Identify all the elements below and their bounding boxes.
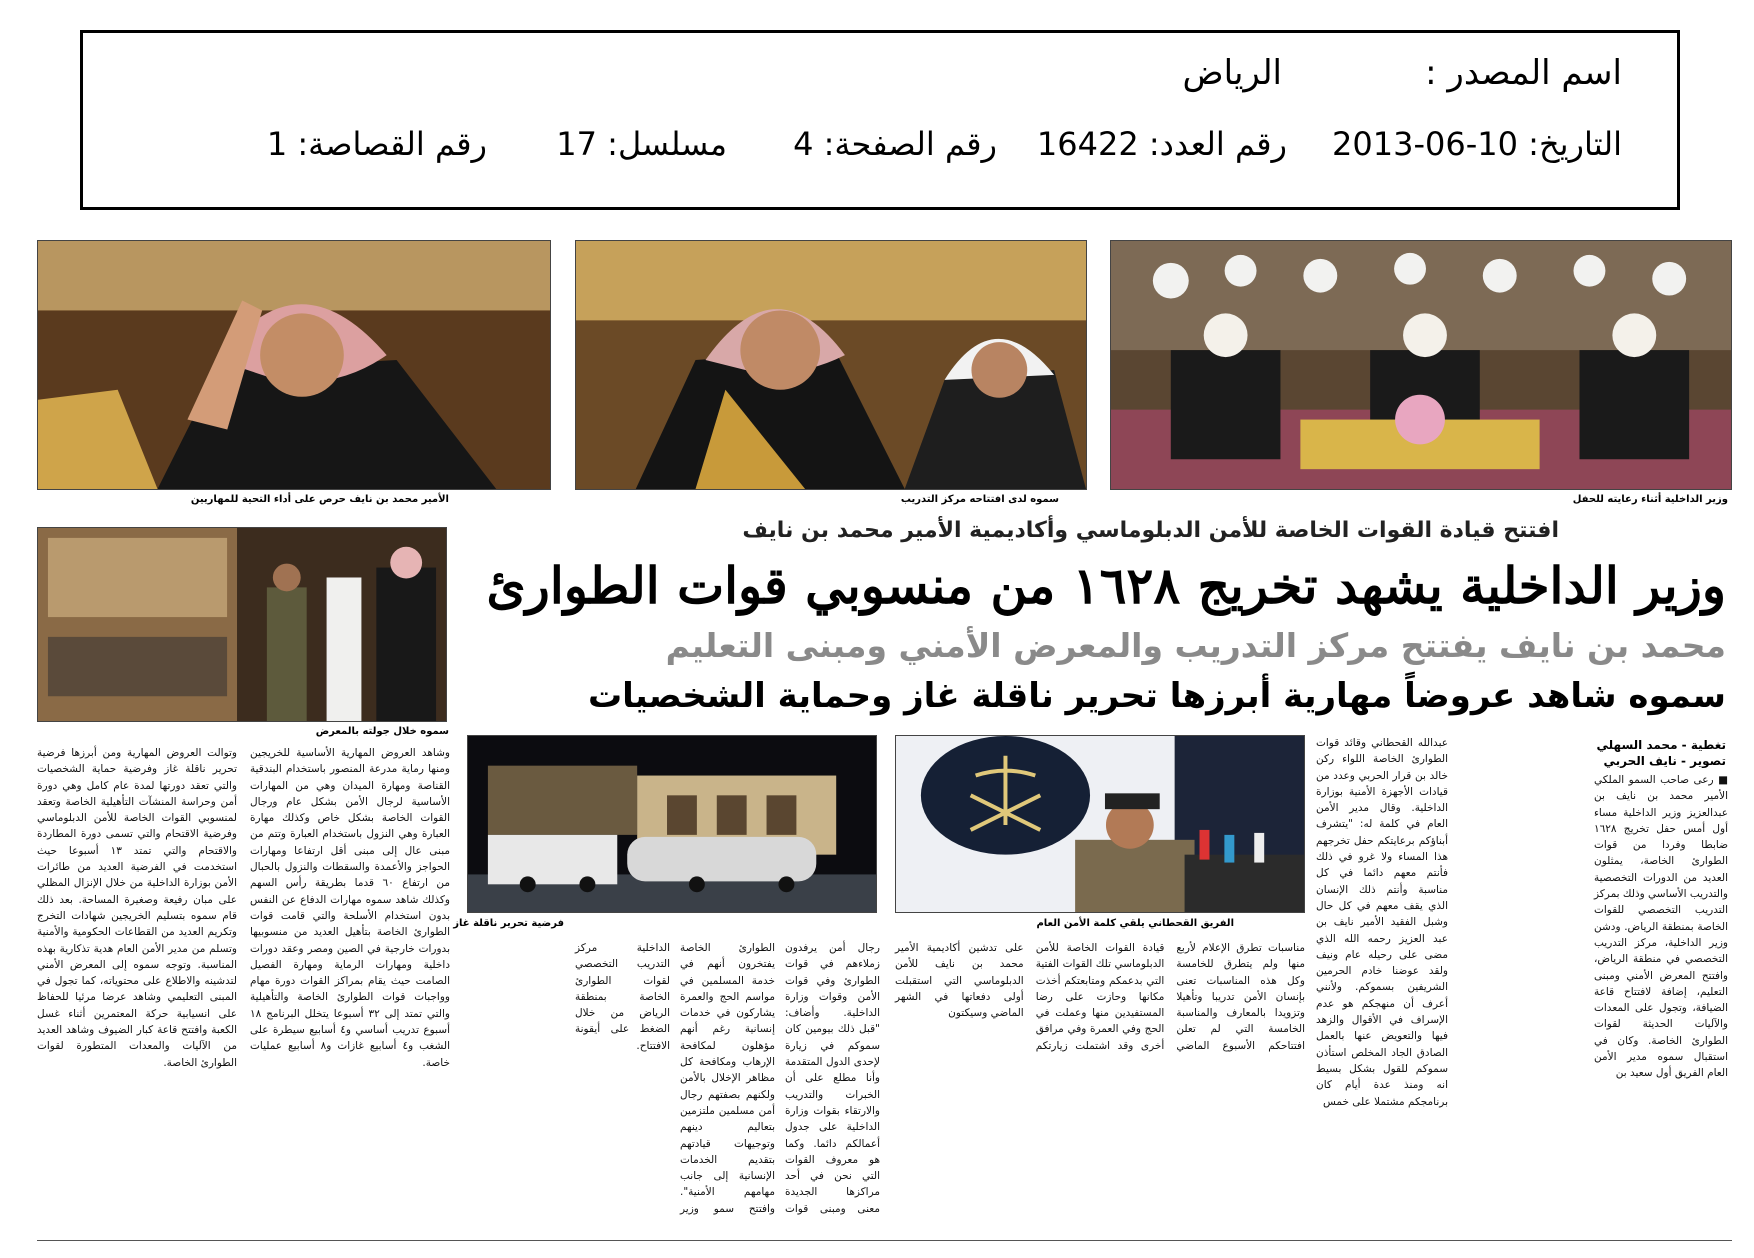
caption-ceremony-stage: وزير الداخلية أثناء رعايته للحفل	[1572, 494, 1728, 505]
photo-salute	[37, 240, 551, 490]
article-credits	[1596, 737, 1726, 769]
page-number-field: رقم الصفحة: 4	[793, 125, 997, 163]
photo-ceremony-stage	[1110, 240, 1732, 490]
photo-opening-center	[575, 240, 1087, 490]
photo-speaker	[895, 735, 1305, 913]
bottom-rule	[37, 1240, 1732, 1241]
caption-salute: الأمير محمد بن نايف حرص على أداء التحية للمهاريين	[190, 494, 449, 505]
article-column-6: وتوالت العروض المهارية ومن أبرزها فرضية تحرير ناقلة غاز وفرضية حماية الشخصيات والتي تعقد دورتها لمدة عام كامل وهي دورة أمن وحراسة المنشآت التأهيلية الخاصة وتعقد لمنسوبي القوات الخاصة للأمن الدبلوماسي وفرضية الاقتحام والتي تسمى دورة المطاردة والاقتحام والتي تمتد ١٣ أسبوعا حيث استخدمت في الفرضية العديد من طائرات الأمن بوزارة الداخلية من خلال الإنزال المظلي على مبان رفيعة وصغيرة المساحة. بعد ذلك قام سموه بتسليم الخريجين شهادات التخرج وتكريم العديد من القطاعات الحكومية والأمنية وتسلم من مدير الأمن العام هدية تذكارية بهذه المناسبة. وتوجه سموه إلى المعرض الأمني لتدشينه والاطلاع على محتوياته، كما تجول في المبنى التعليمي وشاهد عرضا مرئيا للحفاظ على انسيابية حركة المعتمرين أثناء غسل الكعبة وافتتح قاعة كبار الضيوف وشاهد العديد من الآليات والمعدات المتطورة لقوات الطوارئ الخاصة.	[37, 747, 237, 1069]
article-column-4: رجال أمن يرفدون زملاءهم في قوات الطوارئ وفي قوات الأمن وقوات وزارة الداخلية. وأضاف: "قبل ذلك بيومين كان سموكم في زيارة لإحدى الدول المتقدمة وأنا مطلع على أن الخبرات والتدريب والارتقاء بقوات وزارة الداخلية على جدول أعمالكم دائما. وكما هو معروف القوات التي نحن في أحد مراكزها الجديدة معنى ومبنى قوات الطوارئ الخاصة يفتخرون أنهم في خدمة المسلمين في مواسم الحج والعمرة يشاركون في خدمات إنسانية رغم أنهم مؤهلون لمكافحة الإرهاب ومكافحة كل مظاهر الإخلال بالأمن ولكنهم بصفتهم رجال أمن مسلمين ملتزمين بتعاليم دينهم وتوجيهات قيادتهم بتقديم الخدمات الإنسانية إلى جانب مهامهم الأمنية". وافتتح سمو وزير الداخلية مركز التدريب التخصصي لقوات الطوارئ الخاصة بمنطقة الرياض من خلال الضغط على أيقونة الافتتاح.	[575, 942, 880, 1215]
article-kicker: افتتح قيادة القوات الخاصة للأمن الدبلوماسي وأكاديمية الأمير محمد بن نايف	[742, 518, 1559, 543]
article-column-2: عبدالله القحطاني وقائد قوات الطوارئ الخاصة اللواء ركن خالد بن قرار الحربي وعدد من قيادات الأجهزة الأمنية بوزارة الداخلية. وقال مدير الأمن العام في كلمة له: "يتشرف أبناؤكم برعايتكم حفل تخرجهم هذا المساء ولا غرو في ذلك فأنتم معهم دائما في كل مناسبة وأنتم ذلك الإنسان الذي يقف معهم في كل حال وشبل الفقيد الأمير نايف بن عبد العزيز رحمه الله الذي مضى على رحيله عام ونيف ولقد عوضنا خادم الحرمين الشريفين بسموكم. ولأنني أعرف أن منهجكم هو عدم الإسراف في الأقوال والزهد فيها والتعويض عنها بالعمل الصادق الجاد المخلص استأذن سموكم للقول بشكل بسيط انه ومنذ عدة أيام كان برنامجكم مشتملا على خمس	[1316, 737, 1448, 1108]
article-subhead-black: سموه شاهد عروضاً مهارية أبرزها تحرير ناقلة غاز وحماية الشخصيات	[587, 676, 1726, 716]
article-subhead-grey: محمد بن نايف يفتتح مركز التدريب والمعرض الأمني ومبنى التعليم	[665, 626, 1726, 665]
source-label: اسم المصدر :	[1425, 53, 1622, 93]
credit-text: تغطية - محمد السهلي	[1596, 738, 1726, 752]
issue-number-field: رقم العدد: 16422	[1036, 125, 1287, 163]
photo-gas-tanker-drill	[467, 735, 877, 913]
source-value: الرياض	[1182, 53, 1282, 93]
caption-opening-center: سموه لدى افتتاحه مركز التدريب	[900, 494, 1059, 505]
photo-exhibit-tour	[37, 527, 447, 722]
article-column-1: ■ رعى صاحب السمو الملكي الأمير محمد بن نايف بن عبدالعزيز وزير الداخلية مساء أول أمس حفل تخريج ١٦٢٨ ضابطا وفردا من قوات الطوارئ الخاصة، يمثلون العديد من الدورات التخصصية والتدريب الأساسي وذلك بمركز التدريب التخصصي للقوات الخاصة بمنطقة الرياض. ودشن وزير الداخلية، مركز التدريب التخصصي في منطقة الرياض، وافتتح المعرض الأمني ومبنى التعليم، إضافة لافتتاح قاعة الضيافة، وتجول على المعدات والآليات الحديثة لقوات الطوارئ الخاصة. وكان في استقبال سموه مدير الأمن العام الفريق أول سعيد بن	[1593, 774, 1728, 1080]
article-column-3: مناسبات تطرق الإعلام لأربع منها ولم يتطرق للخامسة وكل هذه المناسبات تعنى بإنسان الأمن تدريبا وتأهيلا وتزويدا بالمعارف والمناسبة الخامسة التي لم تعلن افتتاحكم الأسبوع الماضي قيادة القوات الخاصة للأمن الدبلوماسي تلك القوات الفتية التي بدعمكم ومتابعتكم أخذت مكانها وحازت على رضا المستفيدين منها وعملت في الحج وفي العمرة وفي مرافق أخرى وقد اشتملت زيارتكم على تدشين أكاديمية الأمير محمد بن نايف للأمن الدبلوماسي التي استقبلت أولى دفعاتها في الشهر الماضي وسيكتون	[895, 942, 1305, 1052]
caption-speaker: الفريق القحطاني يلقي كلمة الأمن العام	[1036, 918, 1234, 929]
source-info-box	[80, 30, 1680, 210]
credit-photo: تصوير - نايف الحربي	[1603, 754, 1726, 768]
article-headline: وزير الداخلية يشهد تخريج ١٦٢٨ من منسوبي قوات الطوارئ	[486, 556, 1726, 615]
caption-gas-tanker-drill: فرضية تحرير ناقلة غاز	[453, 918, 564, 929]
caption-exhibit-tour: سموه خلال جولته بالمعرض	[315, 726, 449, 737]
serial-field: مسلسل: 17	[556, 125, 727, 163]
date-field: التاريخ: 10-06-2013	[1332, 125, 1622, 163]
article-column-5: وشاهد العروض المهارية الأساسية للخريجين ومنها رماية مدرعة المنصور باستخدام البندقية القناصة ومهارة الميدان وهي من المهارات الأساسية لرجال الأمن بشكل عام ورجال القوات الخاصة بشكل خاص وكذلك مهارة العبارة وهي النزول باستخدام العبارة وتتم من مبنى عال إلى مبنى أقل ارتفاعا ومهارات الحواجز والأعمدة والسقطات والنزول بالحبال من ارتفاع ٦٠ قدما بطريقة رأس السهم وكذلك شاهد سموه مهارات الدفاع عن النفس بدون استخدام الأسلحة والتي قامت قوات الطوارئ الخاصة بتأهيل العديد من منسوبيها بدورات خارجية في الصين ومصر وعقد دورات داخلية ومهارات الرماية ومهارة الفصيل الصامت حيث يقام بمراكز القوات دورة مهام وواجبات قوات الطوارئ الخاصة والتأهيلية والتي تمتد إلى ٣٢ أسبوعا يتخلل البرنامج ١٨ أسبوع تدريب أساسي و٤ أسابيع سيطرة على الشغب و٤ أسابيع غازات و٨ أسابيع عمليات خاصة.	[250, 747, 450, 1069]
clip-number-field: رقم القصاصة: 1	[266, 125, 487, 163]
